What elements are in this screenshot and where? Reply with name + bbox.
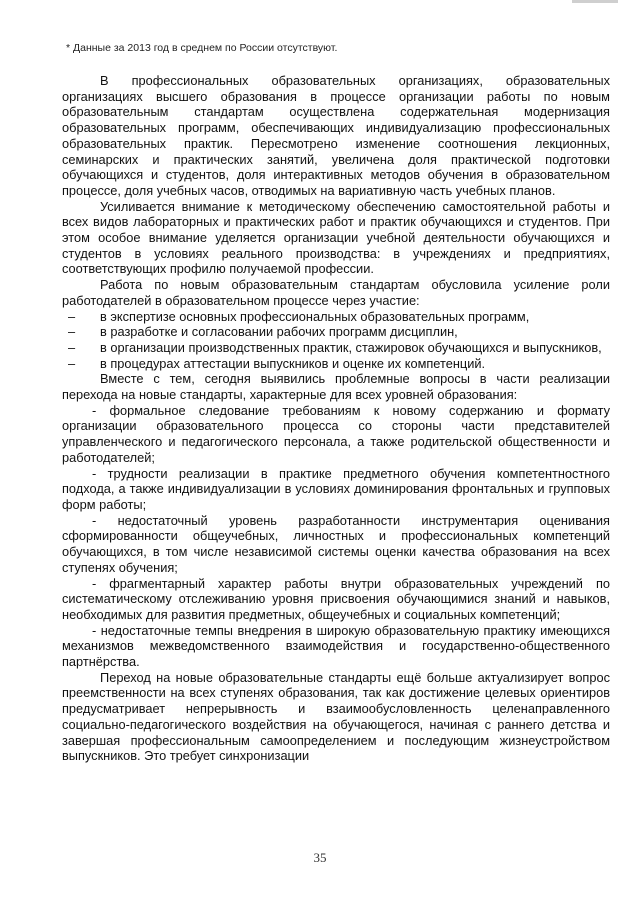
issue-item: - формальное следование требованиям к новому содержанию и формату организации образовательного процесса со стороны части представителей управленческого и педагогического персонала, а также родительской общественности и работодателей; <box>62 402 610 465</box>
dash-marker: – <box>68 308 76 324</box>
paragraph-continuity: Переход на новые образовательные стандарты ещё больше актуализирует вопрос преемственности на всех ступенях образования, так как достижение целевых ориентиров предусматривает непрерывность и взаимообусловленность целенаправленного социально-педагогического воздействия на обучающегося, начиная с раннего детства и завершая профессиональным самоопределением и последующим жизнеустройством выпускников. Это требует синхронизации <box>62 669 610 764</box>
dash-marker: – <box>68 339 76 355</box>
list-item <box>62 356 610 372</box>
list-item-text: в экспертизе основных профессиональных образовательных программ, <box>100 308 530 324</box>
list-item-text: в организации производственных практик, стажировок обучающихся и выпускников, <box>100 339 602 355</box>
page-number: 35 <box>313 850 327 865</box>
list-item <box>62 340 610 356</box>
participation-list <box>62 309 610 372</box>
footnote: * Данные за 2013 год в среднем по России отсутствуют. <box>66 42 338 54</box>
issue-item: - недостаточные темпы внедрения в широкую образовательную практику имеющихся механизмов межведомственного взаимодействия и государственно-общественного партнёрства. <box>62 622 610 670</box>
issue-item: - трудности реализации в практике предметного обучения компетентностного подхода, а также индивидуализации в условиях доминирования фронтальных и групповых форм работы; <box>62 465 610 512</box>
dash-marker: – <box>68 355 76 371</box>
list-item <box>62 324 610 340</box>
scan-edge-mark <box>572 0 618 3</box>
paragraph-modernization: В профессиональных образовательных организациях, образовательных организациях высшего образования в процессе организации работы по новым образовательным стандартам осуществлена содержательная модернизация образовательных программ, обеспечивающих индивидуализацию профессиональных образовательных практик. Пересмотрено изменение соотношения лекционных, семинарских и практических занятий, увеличена доля практической подготовки обучающихся и студентов, доля интерактивных методов обучения в образовательном процессе, доля учебных часов, отводимых на вариативную часть учебных планов. <box>62 73 610 198</box>
page-body <box>62 73 610 764</box>
dash-marker: – <box>68 324 76 340</box>
list-item-text: в разработке и согласовании рабочих программ дисциплин, <box>100 324 458 340</box>
list-item <box>62 309 610 325</box>
paragraph-employers-role: Работа по новым образовательным стандартам обусловила усиление роли работодателей в образовательном процессе через участие: <box>62 277 610 308</box>
issue-item: - фрагментарный характер работы внутри образовательных учреждений по систематическому отслеживанию уровня присвоения обучающимися знаний и навыков, необходимых для развития предметных, общеучебных и социальных компетенций; <box>62 575 610 622</box>
paragraph-methodology: Усиливается внимание к методическому обеспечению самостоятельной работы и всех видов лабораторных и практических работ и практик обучающихся и студентов. При этом особое внимание уделяется организации учебной деятельности обучающихся и студентов в условиях реального производства: в учреждениях и предприятиях, соответствующих профилю получаемой профессии. <box>62 198 610 277</box>
list-item-text: в процедурах аттестации выпускников и оценке их компетенций. <box>100 355 486 371</box>
issue-item: - недостаточный уровень разработанности инструментария оценивания сформированности общеучебных, личностных и профессиональных компетенций обучающихся, в том числе независимой системы оценки качества образования на всех ступенях обучения; <box>62 512 610 575</box>
paragraph-problems-intro: Вместе с тем, сегодня выявились проблемные вопросы в части реализации перехода на новые стандарты, характерные для всех уровней образования: <box>62 371 610 403</box>
